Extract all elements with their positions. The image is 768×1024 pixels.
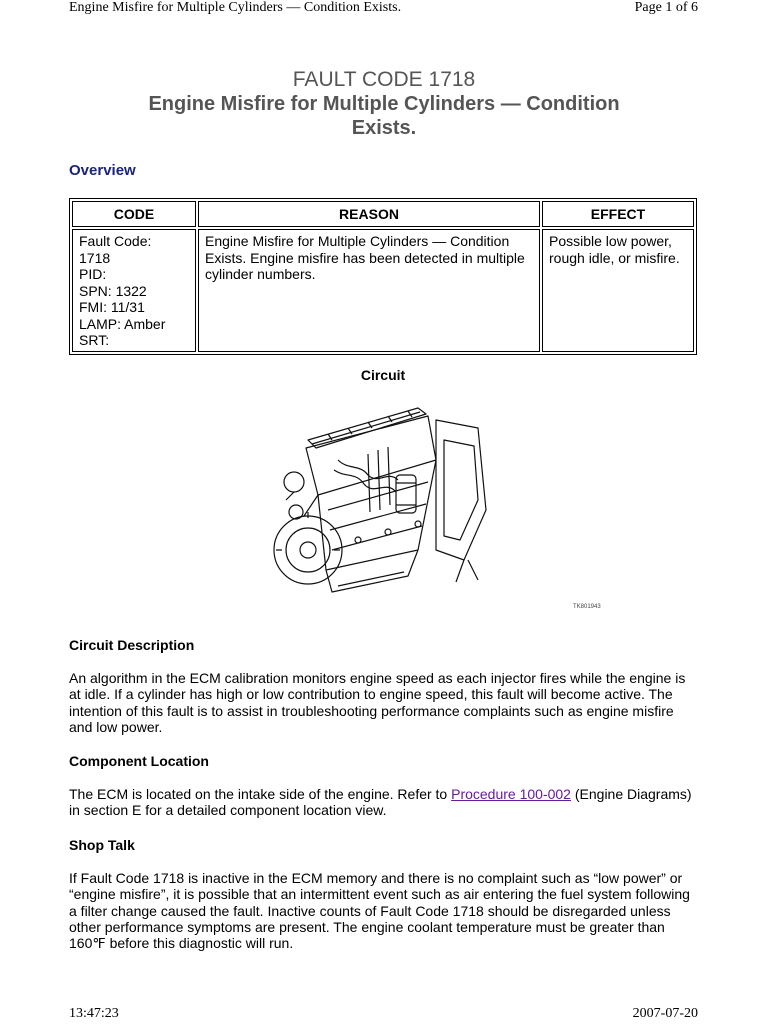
cell-code [72, 229, 196, 352]
code-line: Fault Code: [79, 233, 152, 249]
cell-effect: Possible low power, rough idle, or misfire. [542, 229, 694, 352]
fault-table-row [72, 229, 694, 352]
header-code: CODE [72, 201, 196, 227]
code-line: LAMP: Amber [79, 315, 166, 332]
fault-code-title: FAULT CODE 1718 [292, 68, 476, 91]
code-line: PID: [79, 266, 107, 282]
component-location-after: (Engine Diagrams) in section E for a detailed component location view. [69, 786, 692, 819]
circuit-description-text: An algorithm in the ECM calibration monitors engine speed as each injector fires while the engine is at idle. If a cylinder has high or low contribution to engine speed, this fault will become active. The intention of this fault is to assist in troubleshooting performance complaints such as engine misfire and low power. [69, 670, 686, 735]
footer-date: 2007-07-20 [632, 1006, 698, 1021]
component-location-text [69, 786, 699, 819]
code-line: SPN: 1322 [79, 282, 147, 299]
procedure-link[interactable]: Procedure 100-002 [451, 786, 571, 802]
fault-subtitle-line1: Engine Misfire for Multiple Cylinders — Condition [148, 93, 620, 115]
component-location-heading: Component Location [69, 753, 209, 769]
circuit-description-heading: Circuit Description [69, 637, 195, 653]
header-page-indicator: Page 1 of 6 [634, 0, 698, 15]
header-effect: EFFECT [542, 201, 694, 227]
overview-heading: Overview [69, 162, 136, 179]
fault-table-header-row [72, 201, 694, 227]
circuit-label: Circuit [360, 367, 406, 383]
code-line: FMI: 11/31 [79, 299, 145, 315]
engine-illustration [268, 400, 498, 600]
footer-time: 13:47:23 [69, 1006, 119, 1021]
shop-talk-heading: Shop Talk [69, 837, 135, 853]
shop-talk-text: If Fault Code 1718 is inactive in the ECM memory and there is no complaint such as “low power” or “engine misfire”, it is possible that an intermittent event such as air entering the fuel system following a filter change caused the fault. Inactive counts of Fault Code 1718 should be disregarded unless other performance symptoms are present. The engine coolant temperature must be greater than 160℉ before this diagnostic will run. [69, 870, 690, 952]
code-line: 1718 [79, 249, 111, 266]
cell-reason: Engine Misfire for Multiple Cylinders — Condition Exists. Engine misfire has been detected in multiple cylinder numbers. [198, 229, 540, 352]
figure-id: TK801943 [573, 604, 601, 610]
fault-table [69, 198, 697, 355]
fault-subtitle-line2: Exists. [351, 117, 417, 139]
component-location-before: The ECM is located on the intake side of the engine. Refer to [69, 786, 452, 802]
header-doc-title: Engine Misfire for Multiple Cylinders — Condition Exists. [69, 0, 402, 15]
code-line: SRT: [79, 332, 110, 348]
page-title [69, 67, 699, 140]
header-reason: REASON [198, 201, 540, 227]
